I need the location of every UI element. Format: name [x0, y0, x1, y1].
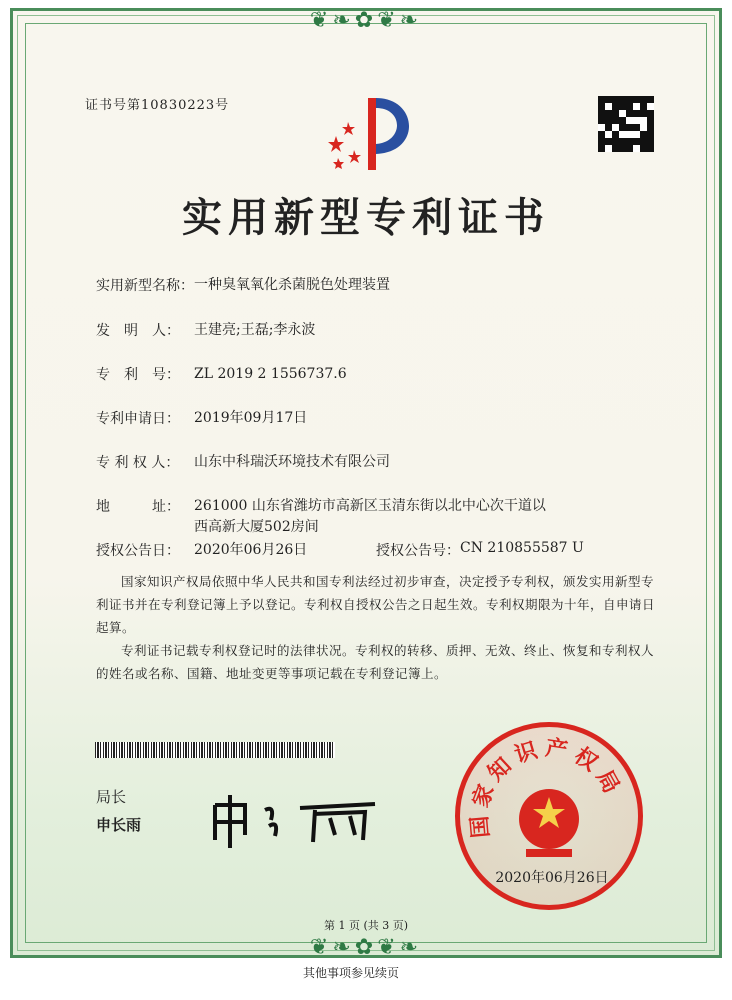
field-grant-pub-no [376, 540, 584, 560]
field-value: 一种臭氧氧化杀菌脱色处理装置 [194, 277, 390, 293]
field-label: 授权公告号： [376, 543, 460, 559]
field-label: 专 利 权 人： [96, 455, 180, 471]
field-label: 发 明 人： [96, 323, 180, 339]
director-title: 局长 [96, 788, 127, 806]
barcode [95, 742, 335, 758]
field-value: 山东中科瑞沃环境技术有限公司 [194, 454, 390, 470]
field-label: 实用新型名称： [96, 278, 194, 294]
seal-date: 2020年06月26日 [495, 870, 609, 886]
field-value: 2019年09月17日 [194, 410, 308, 426]
field-value: 王建亮;王磊;李永波 [194, 322, 316, 338]
director-name: 申长雨 [96, 816, 142, 834]
field-label: 专 利 号： [96, 367, 180, 383]
field-patent-number [96, 364, 347, 385]
field-value: 2020年06月26日 [194, 542, 308, 558]
page-info: 第 1 页 (共 3 页) [323, 919, 409, 932]
statement-paragraph: 国家知识产权局依照中华人民共和国专利法经过初步审查，决定授予专利权，颁发实用新型专利证书并在专利登记簿上予以登记。专利权自授权公告之日起生效。专利权期限为十年，自申请日起算。 [96, 574, 656, 635]
official-seal [455, 722, 643, 910]
seal-text: 国家知识产权局 [466, 734, 628, 839]
signature [205, 790, 385, 850]
field-label: 地 址： [96, 499, 180, 515]
field-label: 专利申请日： [96, 411, 180, 427]
field-value: ZL 2019 2 1556737.6 [194, 366, 347, 382]
statement-paragraph: 专利证书记载专利权登记时的法律状况。专利权的转移、质押、无效、终止、恢复和专利权人的姓名或名称、国籍、地址变更等事项记载在专利登记簿上。 [96, 643, 655, 681]
field-filing-date [96, 408, 307, 429]
field-value: CN 210855587 U [460, 540, 584, 556]
field-label: 授权公告日： [96, 543, 180, 559]
bottom-ornament: ❦❧✿❦❧ [309, 935, 423, 960]
field-name [96, 275, 390, 296]
field-inventors [96, 320, 315, 341]
certificate-number: 证书号第10830223号 [85, 98, 230, 113]
certificate-title: 实用新型专利证书 [182, 195, 550, 241]
top-ornament: ❦❧✿❦❧ [309, 8, 423, 33]
qr-code [598, 96, 654, 152]
field-patentee [96, 452, 390, 473]
cnipa-logo [318, 92, 428, 172]
field-grant-date [96, 540, 307, 561]
field-value: 261000 山东省潍坊市高新区玉清东街以北中心次干道以 西高新大厦502房间 [194, 498, 546, 535]
field-address [96, 496, 546, 538]
footer-note: 其他事项参见续页 [286, 962, 416, 983]
